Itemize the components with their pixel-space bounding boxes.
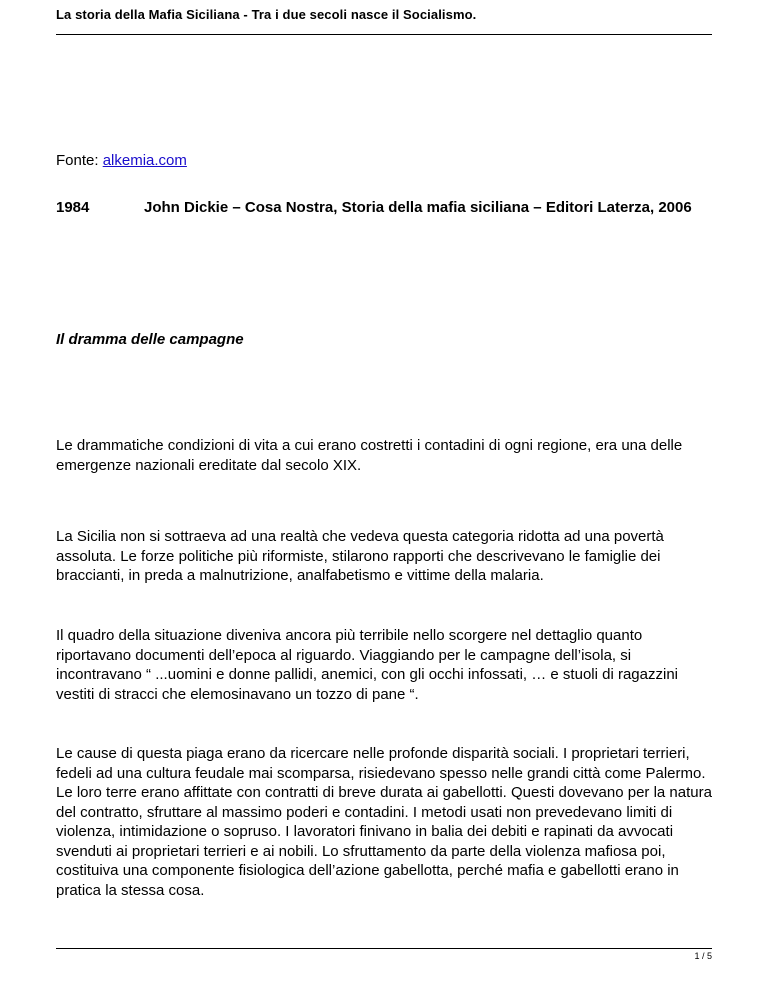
source-label: Fonte:: [56, 152, 99, 169]
header-divider: [56, 34, 712, 35]
source-link[interactable]: alkemia.com: [102, 152, 187, 169]
page-number: 1 / 5: [694, 951, 712, 961]
source-line: [56, 152, 187, 169]
paragraph: Le drammatiche condizioni di vita a cui erano costretti i contadini di ogni regione, era una delle emergenze nazionali ereditate dal secolo XIX.: [56, 437, 683, 474]
page-header-title: La storia della Mafia Siciliana - Tra i due secoli nasce il Socialismo.: [56, 7, 477, 22]
paragraph: La Sicilia non si sottraeva ad una realtà che vedeva questa categoria ridotta ad una povertà assoluta. Le forze politiche più riformiste, stilarono rapporti che descrivevano le famiglie dei braccianti, in preda a malnutrizione, analfabetismo e vittime della malaria.: [56, 528, 664, 584]
paragraph: Il quadro della situazione diveniva ancora più terribile nello scorgere nel dettaglio quanto riportavano documenti dell’epoca al riguardo. Viaggiando per le campagne dell’isola, si incontravano “ ...uomini e donne pallidi, anemici, con gli occhi infossati, … e stuoli di ragazzini vestiti di stracci che elemosinavano un tozzo di pane “.: [56, 627, 678, 703]
footer-divider: [56, 948, 712, 949]
paragraph: Le cause di questa piaga erano da ricercare nelle profonde disparità sociali. I proprietari terrieri, fedeli ad una cultura feudale mai scomparsa, risiedevano spesso nelle grandi città come Palermo. Le loro terre erano affittate con contratti di breve durata ai gabellotti. Questi dovevano per la natura del contratto, sfruttare al massimo poderi e contadini. I metodi usati non prevedevano limiti di violenza, intimidazione o sopruso. I lavoratori finivano in balia dei debiti e rapinati da avvocati svenduti ai proprietari terrieri e ai nobili. Lo sfruttamento da parte della violenza mafiosa poi, costituiva una componente fisiologica dell’azione gabellotta, perché mafia e gabellotti erano in pratica la stessa cosa.: [56, 745, 712, 899]
reference-year: 1984: [56, 199, 90, 216]
reference-title: John Dickie – Cosa Nostra, Storia della mafia siciliana – Editori Laterza, 2006: [144, 199, 692, 216]
section-title: Il dramma delle campagne: [56, 331, 244, 348]
